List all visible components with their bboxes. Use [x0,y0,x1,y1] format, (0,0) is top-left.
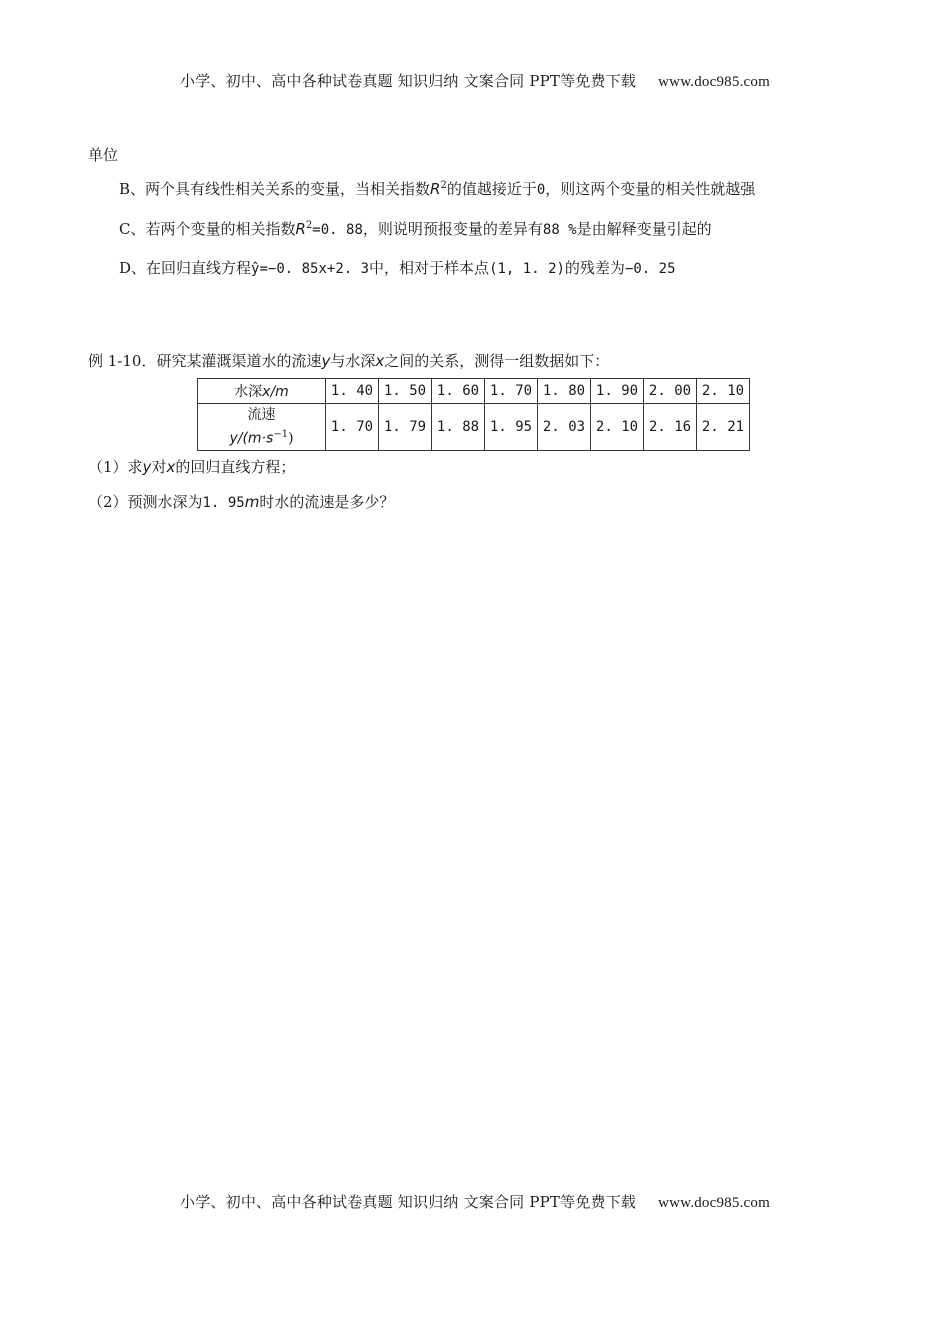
table-cell: 2. 10 [591,404,644,451]
table-row-depth [198,379,750,404]
depth-label-math: x/m [262,384,289,400]
q1-mid: 对 [151,458,167,476]
example-mid: 与水深 [330,352,376,370]
option-b-val: 0 [536,182,546,198]
option-c-sup: 2 [305,220,313,231]
q2-val: 1. 95 [202,495,245,511]
option-d-prefix: D、在回归直线方程 [119,259,252,277]
table-cell: 2. 21 [697,404,750,451]
option-b-sup: 2 [440,180,447,191]
q2-unit: m [244,493,260,511]
option-c [119,218,712,239]
option-d-middle: 中，相对于样本点 [369,259,490,277]
option-d-val: −0. 25 [624,261,676,277]
option-c-middle: ，则说明预报变量的差异有 [362,220,543,238]
table-cell: 2. 16 [644,404,697,451]
option-b-suffix: ，则这两个变量的相关性就越强 [545,180,756,198]
option-b [119,178,755,199]
header-site: www.doc985.com [658,74,770,90]
option-d-suffix: 的残差为 [564,259,625,277]
example-suffix: 之间的关系，测得一组数据如下： [384,352,610,370]
table-cell: 2. 03 [538,404,591,451]
table-cell: 1. 40 [326,379,379,404]
q1-x: x [166,458,176,476]
page-footer [0,1191,950,1212]
speed-label-close: ) [288,430,294,447]
q2-prefix: （2）预测水深为 [88,493,203,511]
depth-label-cell [198,379,326,404]
speed-label-math: y/(m·s [229,430,274,447]
speed-label-cell [198,404,326,451]
speed-label-text: 流速 [247,407,276,424]
option-b-var: R [430,180,441,198]
footer-site: www.doc985.com [658,1195,770,1211]
option-b-prefix: B、两个具有线性相关关系的变量，当相关指数 [119,180,431,198]
table-row-speed [198,404,750,451]
q1-y: y [142,458,152,476]
question-2 [88,491,394,512]
table-cell: 2. 00 [644,379,697,404]
speed-label-unit [198,425,325,449]
speed-label-sup: −1 [273,429,289,441]
q1-suffix: 的回归直线方程； [175,458,296,476]
option-c-suffix: 是由解释变量引起的 [576,220,712,238]
option-b-middle: 的值越接近于 [446,180,537,198]
table-cell: 1. 80 [538,379,591,404]
option-c-prefix: C、若两个变量的相关指数 [119,220,296,238]
page-header [0,70,950,91]
table-cell: 1. 79 [379,404,432,451]
question-1 [88,456,295,477]
table-cell: 1. 70 [326,404,379,451]
example-title [88,350,609,371]
table-cell: 1. 88 [432,404,485,451]
table-cell: 1. 95 [485,404,538,451]
option-d-point: (1, 1. 2) [489,261,565,277]
example-prefix: 例 1-10．研究某灌溉渠道水的流速 [88,352,322,370]
footer-text: 小学、初中、高中各种试卷真题 知识归纳 文案合同 PPT等免费下载 [180,1193,637,1211]
table-cell: 1. 60 [432,379,485,404]
table-cell: 1. 50 [379,379,432,404]
table-cell: 2. 10 [697,379,750,404]
unit-line: 单位 [88,146,119,164]
data-table [197,378,750,451]
table-cell: 1. 90 [591,379,644,404]
example-y: y [321,352,331,370]
option-d [119,257,676,278]
option-c-pct: 88 % [542,222,577,238]
table-cell: 1. 70 [485,379,538,404]
q1-prefix: （1）求 [88,458,143,476]
depth-label-text: 水深 [234,384,263,400]
header-text: 小学、初中、高中各种试卷真题 知识归纳 文案合同 PPT等免费下载 [180,72,637,90]
example-x: x [375,352,385,370]
option-d-eq: ŷ=−0. 85x+2. 3 [251,261,370,277]
option-c-eq: =0. 88 [312,222,363,238]
q2-suffix: 时水的流速是多少？ [259,493,395,511]
option-c-var: R [295,220,306,238]
